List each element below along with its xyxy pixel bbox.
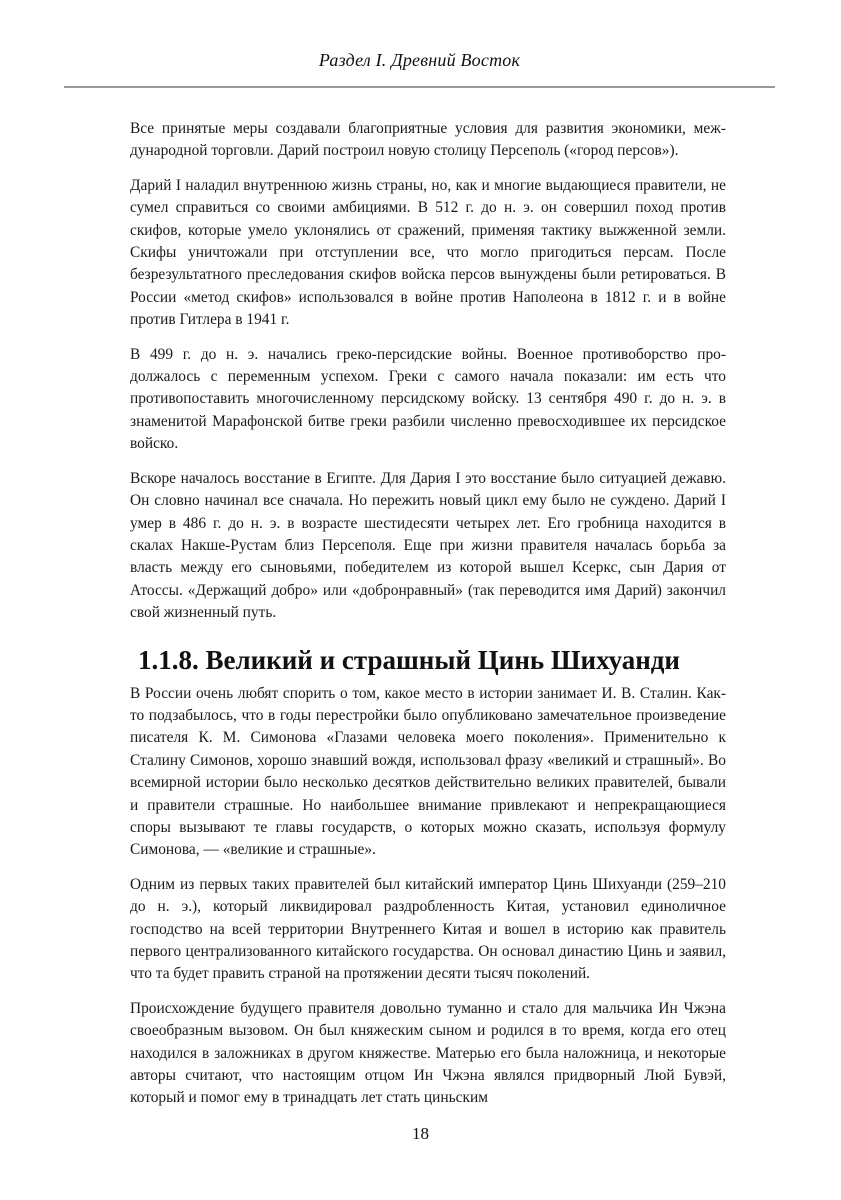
- header-divider: [64, 86, 775, 88]
- paragraph: Происхождение будущего правителя довольно туманно и стало для мальчика Ин Чжэна своеобразным вызовом. Он был княжеским сыном и родился в то время, когда его отец находился в заложниках в другом княжестве. Матерью его была наложница, и некоторые авторы считают, что настоящим отцом Ин Чжэна являлся придворный Люй Бувэй, который и помог ему в тринадцать лет стать циньским: [130, 999, 726, 1107]
- page-content: [130, 118, 726, 1122]
- paragraph: Все принятые меры создавали благоприятные условия для развития экономики, международной торговли. Дарий построил новую столицу Персеполь («город персов»).: [130, 120, 726, 160]
- running-header-title: Раздел I. Древний Восток: [318, 50, 521, 70]
- page-number: 18: [412, 1124, 429, 1143]
- paragraph: В России очень любят спорить о том, какое место в истории занимает И. В. Сталин. Как-то подзабылось, что в годы перестройки было опубликовано замечательное произведение писателя К. М. Симонова «Глазами человека моего поколения». Применительно к Сталину Симонов, хорошо знавший вождя, использовал фразу «великий и страшный». Во всемирной истории было несколько десятков действительно великих правителей, бывали и правители страшные. Но наибольшее внимание привлекают и непрекращающиеся споры вызывают те главы государств, о которых можно сказать, используя формулу Симонова, — «великие и страшные».: [130, 684, 726, 859]
- paragraph: В 499 г. до н. э. начались греко-персидские войны. Военное противоборство продолжалось с переменным успехом. Греки с самого начала показали: им есть что противопоставить многочисленному персидскому войску. 13 сентября 490 г. до н. э. в знаменитой Марафонской битве греки разбили численно превосходившее их персидское войско.: [130, 345, 726, 453]
- paragraph: Одним из первых таких правителей был китайский император Цинь Шихуанди (259–210 до н. э.), который ликвидировал раздробленность Китая, установил единоличное господство на всей территории Внутреннего Китая и вошел в историю как правитель первого централизованного китайского государства. Он основал династию Цинь и заявил, что та будет править страной на протяжении десяти тысяч поколений.: [130, 875, 726, 983]
- paragraph: Вскоре началось восстание в Египте. Для Дария I это восстание было ситуацией дежавю. Он словно начинал все сначала. Но пережить новый цикл ему было не суждено. Дарий I умер в 486 г. до н. э. в возрасте шестидесяти четырех лет. Его гробница находится в скалах Накше-Рустам близ Персеполя. Еще при жизни правителя началась борьба за власть между его сыновьями, победителем из которой вышел Ксеркс, сын Дария от Атоссы. «Держащий добро» или «добронравный» (так переводится имя Дарий) закончил свой жизненный путь.: [130, 469, 726, 622]
- section-heading: 1.1.8. Великий и страшный Цинь Шихуанди: [138, 644, 680, 675]
- paragraph: Дарий I наладил внутреннюю жизнь страны, но, как и многие выдающиеся правители, не сумел справиться со своими амбициями. В 512 г. до н. э. он совершил поход против скифов, которые умело уклонялись от сражений, применяя тактику выжженной земли. Скифы уничтожали при отступлении все, что могло пригодиться персам. После безрезультатного преследования скифов войска персов вынуждены были ретироваться. В России «метод скифов» использовался в войне против Наполеона в 1812 г. и в войне против Гитлера в 1941 г.: [130, 176, 726, 329]
